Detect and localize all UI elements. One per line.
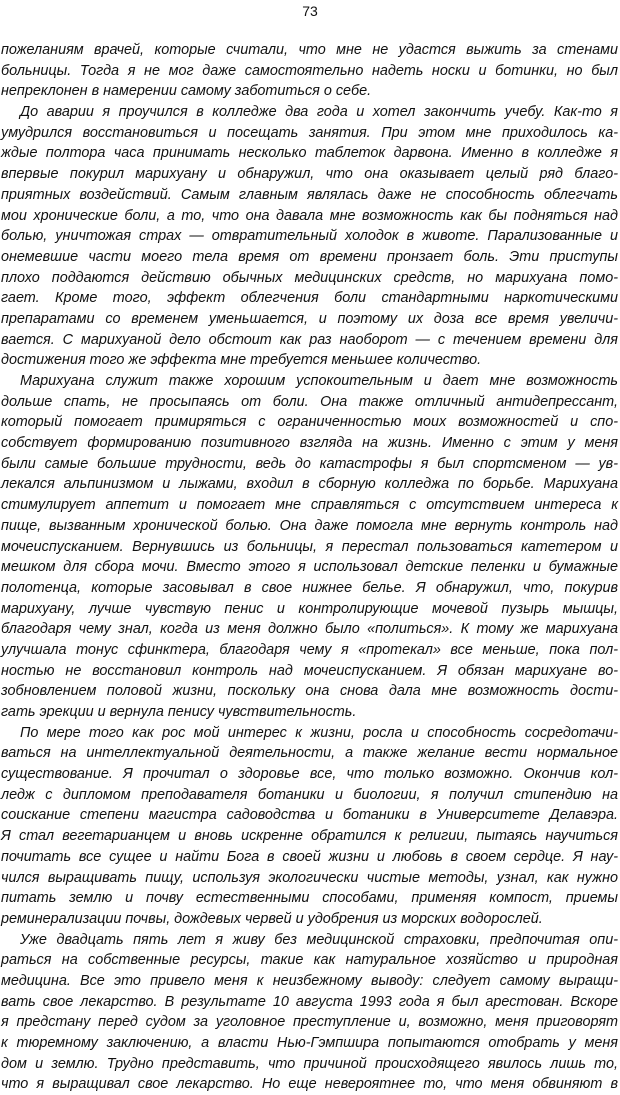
text-line: По мере того как рос мой интерес к жизни, росла и способность сосредотачи-	[20, 724, 618, 741]
text-line: достижения того же эффекта мне требуется меньшее количество.	[1, 352, 482, 369]
text-line: стимулирует аппетит и помогает мне справляться с отсутствием интереса к	[1, 497, 618, 514]
text-line: я предстану перед судом за уголовное преступление и, возможно, меня приговорят	[1, 1014, 618, 1031]
text-line: впервые покурил марихуану и обнаружил, что она оказывает целый ряд благо-	[1, 166, 618, 183]
text-line: плохо поддаются действию обычных медицинских средств, но марихуана помо-	[1, 269, 618, 286]
text-line: зобновлением половой жизни, поскольку она снова дала мне возможность дости-	[1, 683, 618, 700]
text-line: ностью не восстановил контроль над мочеиспусканием. Я обязан марихуане во-	[1, 662, 618, 679]
text-line: гать эрекции и вернула пенису чувствительность.	[1, 704, 357, 720]
text-line: мои хронические боли, а то, что она давала мне возможность как бы подняться над	[1, 207, 618, 224]
text-line: дом и землю. Трудно представить, что причиной происходящего явилось лишь то,	[1, 1055, 618, 1072]
text-line: к тюремному заключению, а власти Нью-Гэмпшира попытаются отобрать у меня	[1, 1035, 618, 1051]
text-line: дольше спать, не просыпаясь от боли. Она также отличный антидепрессант,	[1, 393, 618, 410]
text-line: собствует формированию позитивного взгляда на жизнь. Именно с этим у меня	[1, 435, 618, 452]
text-line: лекался альпинизмом и лыжами, входил в сборную колледжа по борьбе. Марихуана	[1, 476, 618, 493]
text-line: гает. Кроме того, эффект облегчения боли стандартными наркотическими	[1, 290, 618, 307]
text-line: Я стал вегетарианцем и вновь искренне обратился к религии, пытаясь научиться	[1, 828, 618, 845]
text-line: вать свое лекарство. В результате 10 августа 1993 года я был арестован. Вскоре	[1, 993, 618, 1010]
text-line: что я выращивал свое лекарство. Но еще невероятнее то, что меня обвиняют в	[1, 1076, 618, 1093]
text-line: пожеланиям врачей, которые считали, что мне не удастся выжить за стенами	[1, 42, 618, 58]
text-line: ждые полтора часа принимать несколько таблеток дарвона. Именно в колледже я	[1, 145, 618, 162]
text-line: мешком для сбора мочи. Вместо этого я использовал детские пеленки и бумажные	[1, 559, 618, 576]
text-line: умудрился восстановиться и посещать занятия. При этом мне приходилось ка-	[1, 124, 618, 141]
text-line: Марихуана служит также хорошим успокоительным и дает мне возможность	[20, 373, 618, 389]
text-line: Уже двадцать пять лет я живу без медицинской страховки, предпочитая опи-	[20, 931, 618, 948]
text-line: онемевшие части моего тела время от времени пронзает боль. Эти приступы	[1, 248, 618, 265]
text-line: питать землю и почву естественными способами, применяя компост, приемы	[1, 890, 618, 907]
text-line: болью, уничтожая страх — отвратительный холодок в животе. Парализованные и	[1, 228, 618, 245]
text-line: реминерализации почвы, дождевых червей и удобрения из морских водорослей.	[1, 910, 543, 927]
text-line: существование. Я прочитал о здоровье все, что только возможно. Окончив кол-	[1, 766, 618, 783]
text-line: пище, вызванным хронической болью. Она даже помогла мне вернуть контроль над	[1, 517, 618, 534]
text-line: улучшала тонус сфинктера, благодаря чему я «протекал» все меньше, пока пол-	[1, 641, 618, 658]
text-line: почитать все сущее и найти Бога в своей жизни и любовь в своем сердце. Я нау-	[1, 848, 618, 865]
text-line: приятных воздействий. Самым главным являлась даже не способность облегчать	[1, 186, 618, 203]
text-line: вается. С марихуаной дело обстоит как раз наоборот — с течением времени для	[1, 331, 618, 348]
text-line: больницы. Тогда я не мог даже самостоятельно надеть носки и ботинки, но был	[1, 62, 618, 79]
text-line: непреклонен в намерении самому заботиться о себе.	[1, 83, 372, 100]
text-line: благодаря чему знал, когда из меня должно было «политься». К тому же марихуана	[1, 621, 618, 638]
text-line: соискание степени магистра садоводства и ботаники в Университете Делавэра.	[1, 807, 618, 824]
text-line: полотенца, которые засовывал в свое нижнее белье. Я обнаружил, что, покурив	[1, 579, 618, 596]
text-line: препаратами со временем уменьшается, и поэтому их доза все время увеличи-	[1, 310, 618, 327]
text-line: медицина. Все это привело меня к неизбежному выводу: следует самому выращи-	[1, 972, 618, 989]
text-line: марихуану, лучше чувствую пенис и контролирующие мочевой пузырь мышцы,	[1, 600, 618, 617]
text-line: мочеиспусканием. Вернувшись из больницы, я перестал пользоваться катетером и	[1, 538, 618, 555]
text-line: чился выращивать пищу, используя экологически чистые методы, узнал, как нужно	[1, 869, 618, 886]
text-line: были самые большие трудности, ведь до катастрофы я был спортсменом — ув-	[1, 455, 618, 472]
page-number: 73	[302, 3, 318, 19]
text-line: ледж с дипломом преподавателя ботаники и биологии, я получил стипендию на	[1, 786, 618, 803]
text-line: раться на собственные ресурсы, такие как натуральное хозяйство и природная	[1, 952, 618, 969]
text-line: До аварии я проучился в колледже два года и хотел закончить учебу. Как-то я	[20, 104, 618, 121]
text-line: ваться на интеллектуальной деятельности, а также желание вести нормальное	[1, 745, 618, 762]
text-line: который помогает примиряться с ограниченностью моих возможностей и спо-	[1, 414, 618, 431]
body-text	[1, 40, 618, 1095]
